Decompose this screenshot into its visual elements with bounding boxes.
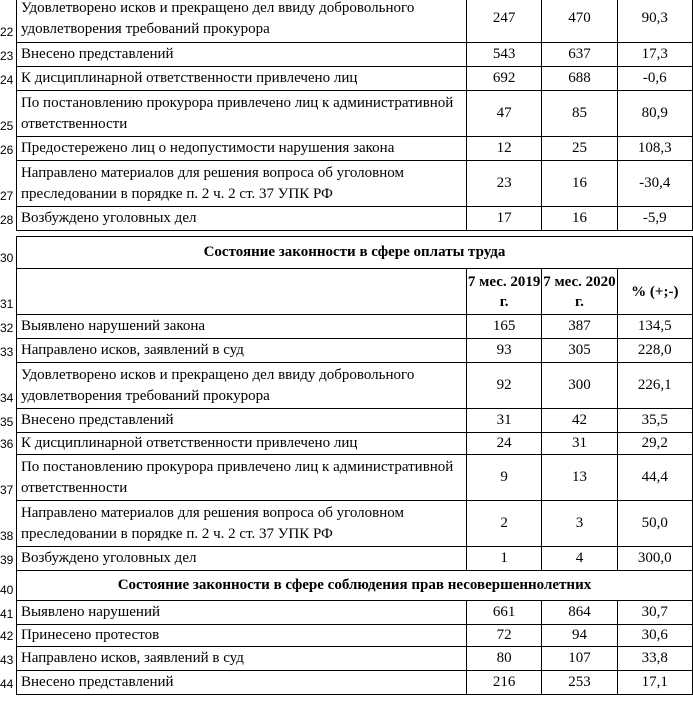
row-number[interactable]: 39 xyxy=(0,547,16,571)
table-row xyxy=(0,339,693,363)
row-label-cell[interactable]: По постановлению прокурора привлечено лиц к административной ответственности xyxy=(16,455,466,501)
table-row xyxy=(0,501,693,547)
row-label-cell[interactable]: Внесено представлений xyxy=(16,671,466,695)
section-row xyxy=(0,571,693,601)
value-cell-a[interactable]: 31 xyxy=(466,409,541,433)
row-number[interactable]: 32 xyxy=(0,315,16,339)
value-cell-c[interactable]: 80,9 xyxy=(617,91,692,137)
row-number[interactable]: 44 xyxy=(0,671,16,695)
value-cell-a[interactable]: 47 xyxy=(466,91,541,137)
value-cell-a[interactable]: 216 xyxy=(466,671,541,695)
row-number[interactable]: 38 xyxy=(0,501,16,547)
value-cell-c[interactable]: 30,6 xyxy=(617,625,692,647)
table-row xyxy=(0,455,693,501)
row-label-cell[interactable]: Внесено представлений xyxy=(16,43,466,67)
row-number[interactable]: 23 xyxy=(0,43,16,67)
value-cell-b[interactable]: 107 xyxy=(542,647,617,671)
row-number[interactable]: 30 xyxy=(0,237,16,269)
table-row xyxy=(0,363,693,409)
column-header-col-b[interactable]: 7 мес. 2020 г. xyxy=(542,269,617,315)
section-row xyxy=(0,237,693,269)
value-cell-a[interactable]: 247 xyxy=(466,0,541,43)
value-cell-a[interactable]: 92 xyxy=(466,363,541,409)
value-cell-c[interactable]: 17,1 xyxy=(617,671,692,695)
row-number[interactable]: 41 xyxy=(0,601,16,625)
row-number[interactable]: 24 xyxy=(0,67,16,91)
row-number[interactable]: 22 xyxy=(0,0,16,43)
value-cell-a[interactable]: 93 xyxy=(466,339,541,363)
row-number[interactable]: 27 xyxy=(0,161,16,207)
row-label-cell[interactable]: К дисциплинарной ответственности привлечено лиц xyxy=(16,67,466,91)
row-number[interactable]: 33 xyxy=(0,339,16,363)
value-cell-b[interactable]: 253 xyxy=(542,671,617,695)
value-cell-a[interactable]: 165 xyxy=(466,315,541,339)
table-row xyxy=(0,161,693,207)
value-cell-a[interactable]: 692 xyxy=(466,67,541,91)
value-cell-c[interactable]: 35,5 xyxy=(617,409,692,433)
value-cell-b[interactable]: 85 xyxy=(542,91,617,137)
table-row xyxy=(0,67,693,91)
value-cell-b[interactable]: 16 xyxy=(542,207,617,231)
value-cell-c[interactable]: -30,4 xyxy=(617,161,692,207)
value-cell-a[interactable]: 24 xyxy=(466,433,541,455)
row-label-cell[interactable]: Выявлено нарушений закона xyxy=(16,315,466,339)
column-header-col-c[interactable]: % (+;-) xyxy=(617,269,692,315)
row-label-cell[interactable]: По постановлению прокурора привлечено лиц к административной ответственности xyxy=(16,91,466,137)
table-row xyxy=(0,625,693,647)
header-row xyxy=(0,269,693,315)
row-label-cell[interactable]: К дисциплинарной ответственности привлечено лиц xyxy=(16,433,466,455)
value-cell-c[interactable]: 108,3 xyxy=(617,137,692,161)
row-number[interactable]: 36 xyxy=(0,433,16,455)
table-row xyxy=(0,0,693,43)
value-cell-c[interactable]: -0,6 xyxy=(617,67,692,91)
row-number[interactable]: 42 xyxy=(0,625,16,647)
row-number[interactable]: 31 xyxy=(0,269,16,315)
row-number[interactable]: 37 xyxy=(0,455,16,501)
value-cell-b[interactable]: 94 xyxy=(542,625,617,647)
value-cell-c[interactable]: 134,5 xyxy=(617,315,692,339)
table-row xyxy=(0,671,693,695)
row-label-cell[interactable]: Возбуждено уголовных дел xyxy=(16,207,466,231)
row-number[interactable]: 43 xyxy=(0,647,16,671)
value-cell-a[interactable]: 12 xyxy=(466,137,541,161)
value-cell-b[interactable]: 688 xyxy=(542,67,617,91)
table-row xyxy=(0,91,693,137)
value-cell-b[interactable]: 3 xyxy=(542,501,617,547)
column-header-col-a[interactable]: 7 мес. 2019 г. xyxy=(466,269,541,315)
value-cell-c[interactable]: 17,3 xyxy=(617,43,692,67)
value-cell-b[interactable]: 42 xyxy=(542,409,617,433)
row-label-cell[interactable]: Предостережено лиц о недопустимости нарушения закона xyxy=(16,137,466,161)
value-cell-a[interactable]: 17 xyxy=(466,207,541,231)
table-row xyxy=(0,43,693,67)
table-row xyxy=(0,433,693,455)
value-cell-c[interactable]: -5,9 xyxy=(617,207,692,231)
table-row xyxy=(0,137,693,161)
row-number[interactable]: 26 xyxy=(0,137,16,161)
value-cell-b[interactable]: 4 xyxy=(542,547,617,571)
table-row xyxy=(0,547,693,571)
value-cell-c[interactable]: 226,1 xyxy=(617,363,692,409)
value-cell-a[interactable]: 543 xyxy=(466,43,541,67)
row-label-cell[interactable]: Направлено материалов для решения вопроса об уголовном преследовании в порядке п. 2 ч. 2 ст. 37 УПК РФ xyxy=(16,501,466,547)
row-number[interactable]: 35 xyxy=(0,409,16,433)
table-row xyxy=(0,207,693,231)
row-label-cell[interactable]: Направлено материалов для решения вопроса об уголовном преследовании в порядке п. 2 ч. 2 ст. 37 УПК РФ xyxy=(16,161,466,207)
row-label-cell[interactable]: Внесено представлений xyxy=(16,409,466,433)
value-cell-b[interactable]: 470 xyxy=(542,0,617,43)
row-label-cell[interactable]: Удовлетворено исков и прекращено дел ввиду добровольного удовлетворения требований прокурора xyxy=(16,0,466,43)
row-label-cell[interactable]: Удовлетворено исков и прекращено дел ввиду добровольного удовлетворения требований прокурора xyxy=(16,363,466,409)
table-row xyxy=(0,647,693,671)
value-cell-b[interactable]: 387 xyxy=(542,315,617,339)
table-row xyxy=(0,315,693,339)
table-row xyxy=(0,409,693,433)
value-cell-c[interactable]: 33,8 xyxy=(617,647,692,671)
row-number[interactable]: 34 xyxy=(0,363,16,409)
value-cell-c[interactable]: 300,0 xyxy=(617,547,692,571)
value-cell-a[interactable]: 72 xyxy=(466,625,541,647)
row-number[interactable]: 28 xyxy=(0,207,16,231)
value-cell-a[interactable]: 661 xyxy=(466,601,541,625)
value-cell-b[interactable]: 305 xyxy=(542,339,617,363)
row-label-cell[interactable]: Направлено исков, заявлений в суд xyxy=(16,647,466,671)
row-number[interactable]: 40 xyxy=(0,571,16,601)
value-cell-a[interactable]: 80 xyxy=(466,647,541,671)
row-label-cell[interactable]: Возбуждено уголовных дел xyxy=(16,547,466,571)
row-label-cell[interactable]: Выявлено нарушений xyxy=(16,601,466,625)
value-cell-b[interactable]: 637 xyxy=(542,43,617,67)
value-cell-b[interactable]: 25 xyxy=(542,137,617,161)
value-cell-b[interactable]: 864 xyxy=(542,601,617,625)
value-cell-c[interactable]: 50,0 xyxy=(617,501,692,547)
value-cell-a[interactable]: 2 xyxy=(466,501,541,547)
value-cell-a[interactable]: 1 xyxy=(466,547,541,571)
value-cell-c[interactable]: 44,4 xyxy=(617,455,692,501)
value-cell-c[interactable]: 30,7 xyxy=(617,601,692,625)
row-label-cell[interactable]: Принесено протестов xyxy=(16,625,466,647)
value-cell-a[interactable]: 23 xyxy=(466,161,541,207)
row-number[interactable]: 25 xyxy=(0,91,16,137)
value-cell-b[interactable]: 16 xyxy=(542,161,617,207)
row-label-cell[interactable]: Направлено исков, заявлений в суд xyxy=(16,339,466,363)
header-empty-cell[interactable] xyxy=(16,269,466,315)
value-cell-b[interactable]: 13 xyxy=(542,455,617,501)
value-cell-a[interactable]: 9 xyxy=(466,455,541,501)
section-title[interactable]: Состояние законности в сфере оплаты труда xyxy=(16,237,692,269)
section-title[interactable]: Состояние законности в сфере соблюдения прав несовершеннолетних xyxy=(16,571,692,601)
value-cell-b[interactable]: 300 xyxy=(542,363,617,409)
table-row xyxy=(0,601,693,625)
value-cell-c[interactable]: 228,0 xyxy=(617,339,692,363)
value-cell-c[interactable]: 90,3 xyxy=(617,0,692,43)
value-cell-b[interactable]: 31 xyxy=(542,433,617,455)
value-cell-c[interactable]: 29,2 xyxy=(617,433,692,455)
